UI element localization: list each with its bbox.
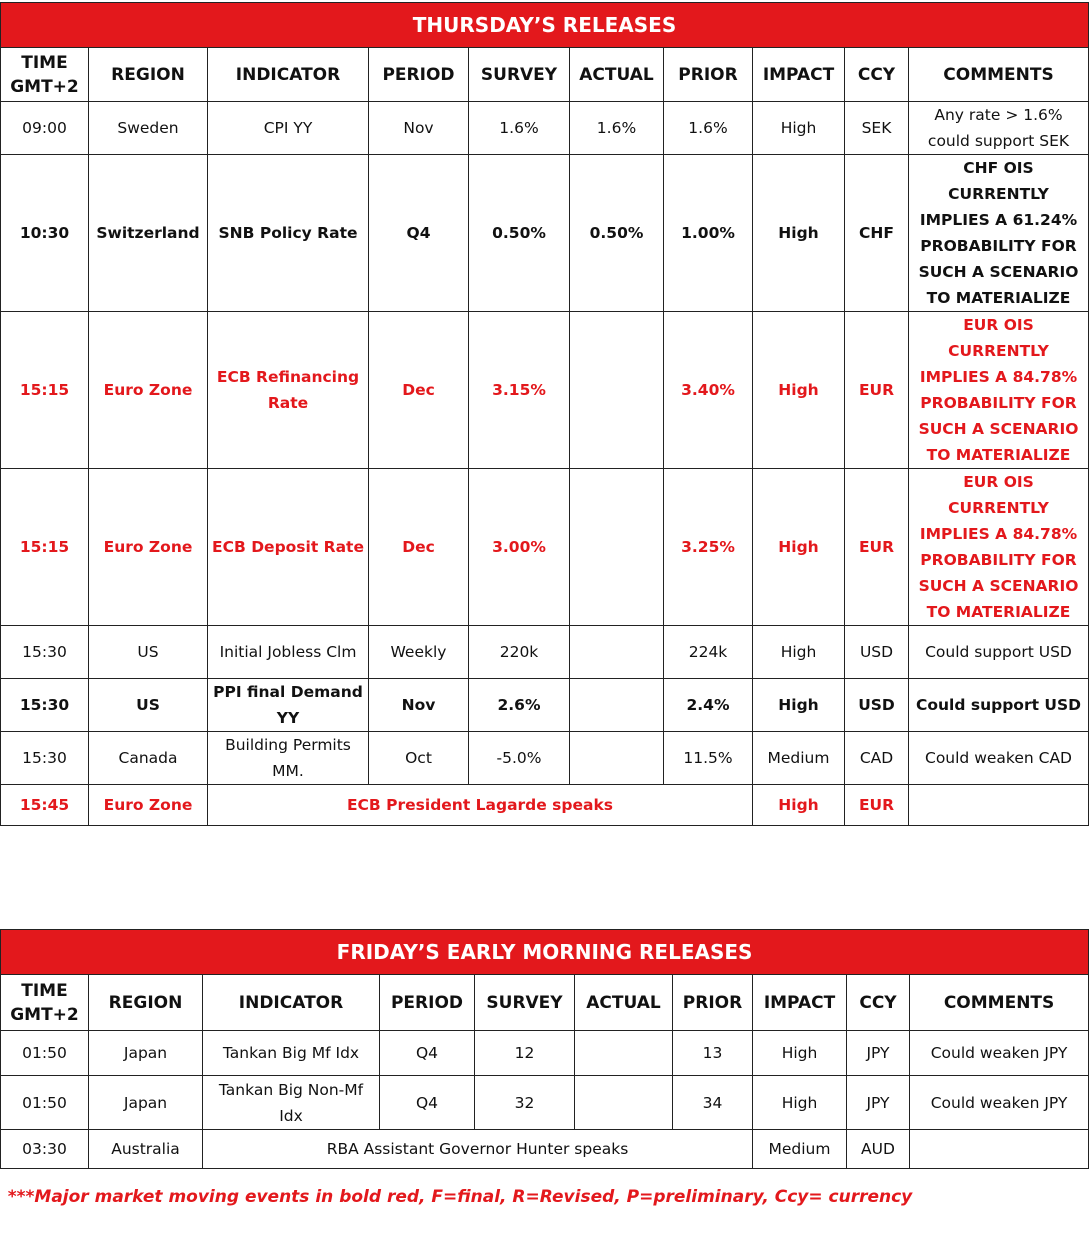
cell-indicator: SNB Policy Rate [208, 155, 369, 312]
cell-impact: High [753, 312, 845, 469]
cell-time: 15:30 [1, 626, 89, 679]
cell-comments: EUR OIS CURRENTLY IMPLIES A 84.78% PROBABILITY FOR SUCH A SCENARIO TO MATERIALIZE [909, 312, 1089, 469]
cell-prior: 2.4% [664, 679, 753, 732]
cell-prior: 34 [673, 1076, 753, 1130]
cell-region: Australia [89, 1130, 203, 1169]
cell-ccy: EUR [845, 785, 909, 826]
cell-comments: Any rate > 1.6% could support SEK [909, 102, 1089, 155]
cell-impact: High [753, 155, 845, 312]
cell-ccy: SEK [845, 102, 909, 155]
cell-actual: 0.50% [570, 155, 664, 312]
cell-prior: 3.40% [664, 312, 753, 469]
cell-region: Japan [89, 1031, 203, 1076]
cell-survey: 3.15% [469, 312, 570, 469]
cell-indicator: ECB Refinancing Rate [208, 312, 369, 469]
cell-indicator: PPI final Demand YY [208, 679, 369, 732]
table-row [1, 679, 1089, 732]
header-period: PERIOD [369, 48, 469, 102]
cell-indicator: Tankan Big Mf Idx [203, 1031, 380, 1076]
cell-comments: CHF OIS CURRENTLY IMPLIES A 61.24% PROBABILITY FOR SUCH A SCENARIO TO MATERIALIZE [909, 155, 1089, 312]
cell-impact: Medium [753, 1130, 847, 1169]
cell-ccy: EUR [845, 469, 909, 626]
cell-comments: Could support USD [909, 626, 1089, 679]
cell-actual [575, 1031, 673, 1076]
cell-indicator: ECB Deposit Rate [208, 469, 369, 626]
cell-region: US [89, 679, 208, 732]
header-time: TIME GMT+2 [1, 48, 89, 102]
cell-indicator: CPI YY [208, 102, 369, 155]
thursday-releases [0, 2, 1089, 826]
header-prior: PRIOR [673, 975, 753, 1031]
cell-time: 15:15 [1, 469, 89, 626]
cell-actual [570, 732, 664, 785]
footnote-text: ***Major market moving events in bold red, F=final, R=Revised, P=preliminary, Ccy= currency [7, 1187, 913, 1207]
cell-prior: 224k [664, 626, 753, 679]
header-actual: ACTUAL [575, 975, 673, 1031]
header-period: PERIOD [380, 975, 475, 1031]
header-prior: PRIOR [664, 48, 753, 102]
cell-time: 15:15 [1, 312, 89, 469]
cell-time: 15:30 [1, 732, 89, 785]
table-row [1, 626, 1089, 679]
cell-prior: 13 [673, 1031, 753, 1076]
header-comments: COMMENTS [909, 48, 1089, 102]
cell-time: 15:45 [1, 785, 89, 826]
cell-indicator: Building Permits MM. [208, 732, 369, 785]
cell-event: RBA Assistant Governor Hunter speaks [203, 1130, 753, 1169]
cell-impact: Medium [753, 732, 845, 785]
cell-impact: High [753, 1076, 847, 1130]
cell-time: 10:30 [1, 155, 89, 312]
header-region: REGION [89, 48, 208, 102]
cell-survey: 220k [469, 626, 570, 679]
cell-ccy: JPY [847, 1031, 910, 1076]
header-indicator: INDICATOR [208, 48, 369, 102]
cell-period: Weekly [369, 626, 469, 679]
cell-period: Q4 [380, 1076, 475, 1130]
cell-region: Euro Zone [89, 469, 208, 626]
cell-period: Nov [369, 679, 469, 732]
friday-title: FRIDAY’S EARLY MORNING RELEASES [1, 930, 1089, 975]
cell-survey: -5.0% [469, 732, 570, 785]
footnote [0, 1187, 1090, 1207]
thursday-title: THURSDAY’S RELEASES [1, 3, 1089, 48]
cell-impact: High [753, 785, 845, 826]
table-row [1, 1130, 1089, 1169]
header-impact: IMPACT [753, 975, 847, 1031]
cell-prior: 3.25% [664, 469, 753, 626]
header-row [1, 975, 1089, 1031]
cell-comments: EUR OIS CURRENTLY IMPLIES A 84.78% PROBABILITY FOR SUCH A SCENARIO TO MATERIALIZE [909, 469, 1089, 626]
cell-time: 09:00 [1, 102, 89, 155]
cell-region: US [89, 626, 208, 679]
cell-event: ECB President Lagarde speaks [208, 785, 753, 826]
cell-period: Dec [369, 312, 469, 469]
cell-survey: 1.6% [469, 102, 570, 155]
cell-region: Euro Zone [89, 312, 208, 469]
cell-comments [909, 785, 1089, 826]
cell-comments [910, 1130, 1089, 1169]
cell-period: Oct [369, 732, 469, 785]
cell-impact: High [753, 102, 845, 155]
cell-comments: Could support USD [909, 679, 1089, 732]
header-time: TIME GMT+2 [1, 975, 89, 1031]
table-row [1, 1031, 1089, 1076]
cell-actual [570, 679, 664, 732]
cell-time: 03:30 [1, 1130, 89, 1169]
cell-comments: Could weaken CAD [909, 732, 1089, 785]
cell-actual: 1.6% [570, 102, 664, 155]
cell-actual [570, 312, 664, 469]
cell-indicator: Initial Jobless Clm [208, 626, 369, 679]
cell-comments: Could weaken JPY [910, 1031, 1089, 1076]
cell-survey: 12 [475, 1031, 575, 1076]
cell-actual [575, 1076, 673, 1130]
cell-ccy: JPY [847, 1076, 910, 1130]
cell-impact: High [753, 1031, 847, 1076]
header-ccy: CCY [847, 975, 910, 1031]
friday-releases [0, 929, 1089, 1169]
cell-prior: 1.00% [664, 155, 753, 312]
cell-period: Q4 [380, 1031, 475, 1076]
cell-period: Dec [369, 469, 469, 626]
cell-survey: 2.6% [469, 679, 570, 732]
cell-region: Switzerland [89, 155, 208, 312]
header-indicator: INDICATOR [203, 975, 380, 1031]
cell-survey: 32 [475, 1076, 575, 1130]
cell-survey: 3.00% [469, 469, 570, 626]
thursday-table [0, 2, 1089, 826]
table-row [1, 102, 1089, 155]
cell-comments: Could weaken JPY [910, 1076, 1089, 1130]
cell-survey: 0.50% [469, 155, 570, 312]
cell-time: 01:50 [1, 1031, 89, 1076]
table-row [1, 312, 1089, 469]
cell-ccy: EUR [845, 312, 909, 469]
cell-prior: 11.5% [664, 732, 753, 785]
cell-impact: High [753, 469, 845, 626]
cell-region: Euro Zone [89, 785, 208, 826]
header-region: REGION [89, 975, 203, 1031]
header-ccy: CCY [845, 48, 909, 102]
cell-ccy: CHF [845, 155, 909, 312]
header-actual: ACTUAL [570, 48, 664, 102]
table-row [1, 732, 1089, 785]
cell-region: Sweden [89, 102, 208, 155]
cell-ccy: USD [845, 679, 909, 732]
cell-impact: High [753, 626, 845, 679]
cell-ccy: AUD [847, 1130, 910, 1169]
header-row [1, 48, 1089, 102]
table-row [1, 469, 1089, 626]
header-comments: COMMENTS [910, 975, 1089, 1031]
header-impact: IMPACT [753, 48, 845, 102]
header-survey: SURVEY [475, 975, 575, 1031]
cell-period: Nov [369, 102, 469, 155]
table-row [1, 155, 1089, 312]
cell-prior: 1.6% [664, 102, 753, 155]
cell-ccy: CAD [845, 732, 909, 785]
cell-period: Q4 [369, 155, 469, 312]
header-survey: SURVEY [469, 48, 570, 102]
table-row [1, 1076, 1089, 1130]
cell-ccy: USD [845, 626, 909, 679]
cell-region: Canada [89, 732, 208, 785]
cell-actual [570, 626, 664, 679]
cell-indicator: Tankan Big Non-Mf Idx [203, 1076, 380, 1130]
cell-actual [570, 469, 664, 626]
cell-time: 15:30 [1, 679, 89, 732]
cell-impact: High [753, 679, 845, 732]
cell-region: Japan [89, 1076, 203, 1130]
cell-time: 01:50 [1, 1076, 89, 1130]
friday-table [0, 929, 1089, 1169]
table-row [1, 785, 1089, 826]
